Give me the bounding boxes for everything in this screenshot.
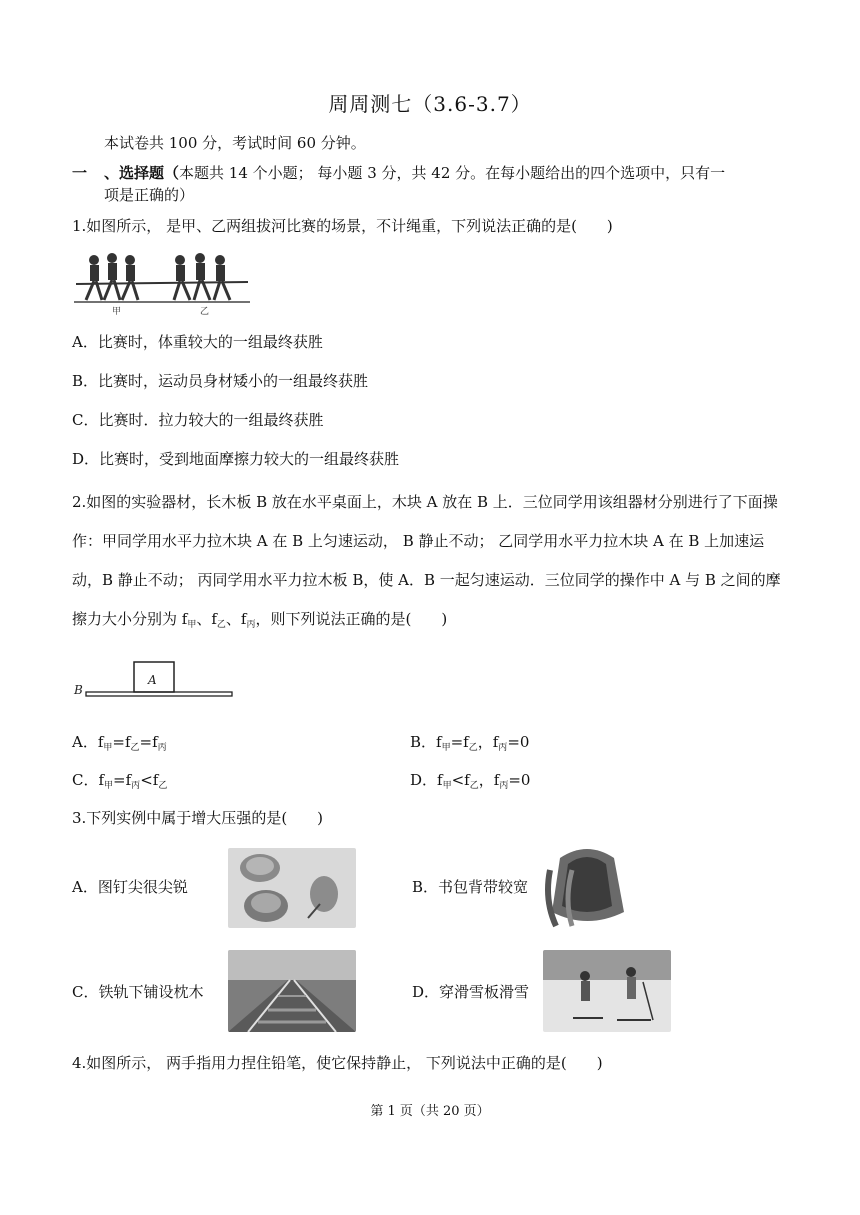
section-bracket: （ <box>164 164 180 182</box>
backpack-photo <box>542 840 632 932</box>
question-2-stem <box>72 483 792 642</box>
question-3-option-b: B．书包背带较宽 <box>412 878 529 896</box>
question-2-stem-sep1: 、f <box>196 610 217 628</box>
sub-jia: 甲 <box>187 620 197 630</box>
question-1-option-d: D．比赛时，受到地面摩擦力较大的一组最终获胜 <box>72 450 400 468</box>
board-block-figure <box>72 658 234 698</box>
question-2-option-c: C．$f_甲=f_丙<f_乙$ <box>72 771 168 791</box>
skiing-photo <box>543 950 671 1032</box>
question-1-option-b: B．比赛时，运动员身材矮小的一组最终获胜 <box>72 372 369 390</box>
question-2-option-b: B．$f_甲=f_乙$，$f_丙=0$ <box>410 733 530 753</box>
question-2-stem-end: ，则下列说法正确的是( ) <box>255 610 448 628</box>
question-3-option-a: A．图钉尖很尖锐 <box>72 878 188 896</box>
section-number: 一 <box>72 164 88 182</box>
question-3-option-d: D．穿滑雪板滑雪 <box>412 983 530 1001</box>
sub-bing: 丙 <box>246 620 256 630</box>
railway-photo <box>228 950 356 1032</box>
section-heading-line1 <box>104 163 725 183</box>
board-b-label: B <box>74 683 83 697</box>
tug-of-war-figure <box>72 248 252 316</box>
section-description-line2: 项是正确的） <box>104 186 195 204</box>
team-yi-label: 乙 <box>200 307 210 316</box>
block-a-label: A <box>148 673 157 687</box>
section-description: 本题共 14 个小题； 每小题 3 分，共 42 分。在每小题给出的四个选项中，只有一 <box>179 164 726 182</box>
page-footer: 第 1 页（共 20 页） <box>370 1104 490 1119</box>
question-2-stem-sep2: 、f <box>225 610 247 628</box>
exam-intro: 本试卷共 100 分，考试时间 60 分钟。 <box>104 134 366 152</box>
question-1-option-c: C．比赛时．拉力较大的一组最终获胜 <box>72 411 324 429</box>
question-1-stem: 1.如图所示， 是甲、乙两组拔河比赛的场景，不计绳重，下列说法正确的是( ) <box>72 217 613 235</box>
sub-yi: 乙 <box>216 620 226 630</box>
question-2-stem-text: 2.如图的实验器材，长木板 B 放在水平桌面上，木块 A 放在 B 上．三位同学用该组器材分别进行了下面操作：甲同学用水平力拉木块 A 在 B 上匀速运动， B 静止不动； 乙同学用水平力拉木块 A 在 B 上加速运动，B 静止不动； 丙同学用水平力拉木板 B，使 A．B 一起匀速运动．三位同学的操作中 A 与 B 之间的摩擦力大小分别为 f <box>72 493 781 628</box>
section-heading: 、选择题 <box>104 164 165 182</box>
question-2-option-d: D．$f_甲<f_乙$，$f_丙=0$ <box>410 771 531 791</box>
page-title: 周周测七（3.6-3.7） <box>328 92 532 116</box>
question-4-stem: 4.如图所示， 两手指用力捏住铅笔，使它保持静止， 下列说法中正确的是( ) <box>72 1054 603 1072</box>
question-2-option-a: A．$f_甲=f_乙=f_丙$ <box>72 733 167 753</box>
question-3-option-c: C．铁轨下铺设枕木 <box>72 983 204 1001</box>
question-1-option-a: A．比赛时，体重较大的一组最终获胜 <box>72 333 323 351</box>
thumbtack-photo <box>228 848 356 928</box>
team-jia-label: 甲 <box>112 307 122 316</box>
question-3-stem: 3.下列实例中属于增大压强的是( ) <box>72 809 324 827</box>
